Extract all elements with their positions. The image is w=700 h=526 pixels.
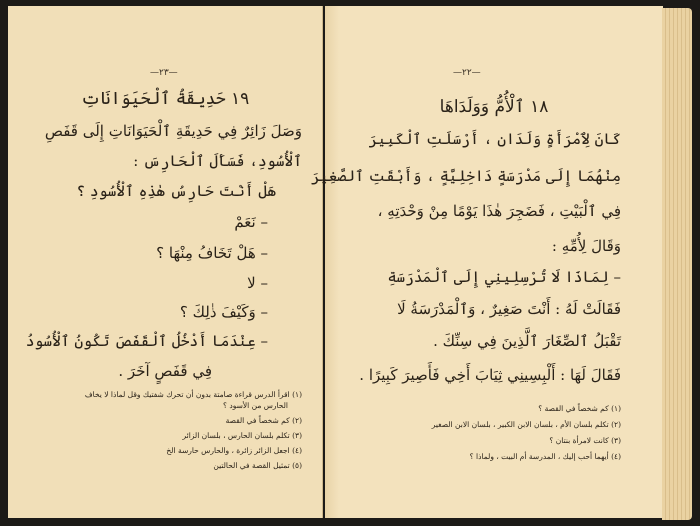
text-line: مِنْهُمَا إِلَى مَدْرَسَةٍ دَاخِلِيَّةٍ ، وَأَبْقَتِ ٱلصَّغِيرَ [311, 167, 621, 185]
dialogue-line: – لِمَاذَا لَا تُرْسِلِينِي إِلَى ٱلْمَدْرَسَةِ [387, 268, 621, 286]
left-page [8, 6, 323, 518]
text-line: فَقَالَ لَهَا : أَلْبِسِينِي ثِيَابَ أَخِي فَأَصِيرَ كَبِيرًا . [359, 366, 621, 384]
exercise-item: (١) كم شخصاً في القصة ؟ [538, 404, 621, 413]
text-line: وَصَلَ زَائِرٌ فِي حَدِيقَةِ ٱلْحَيَوَانَاتِ إِلَى قَفَصِ [44, 122, 302, 140]
page-number-left: —٢٣— [150, 68, 178, 78]
dialogue-line: هَلْ أَنْتَ حَارِسُ هٰذِهِ ٱلْأُسُودِ ؟ [76, 182, 276, 200]
page-number-right: —٢٢— [453, 68, 481, 78]
exercise-item: (٢) تكلم بلسان الأم ، بلسان الابن الكبير ، بلسان الابن الصغير [431, 420, 621, 429]
dialogue-line: – هَلْ تَخَافُ مِنْهَا ؟ [156, 244, 268, 262]
dialogue-line: – لا [247, 274, 268, 292]
exercise-item: الحارس من الأسود ؟ [223, 401, 288, 410]
text-line: فِي ٱلْبَيْتِ ، فَضَجِرَ هٰذَا يَوْمًا مِنْ وَحْدَتِهِ ، [377, 202, 621, 220]
lesson-title-right: ١٨ ٱلْأُمُّ وَوَلَدَاهَا [439, 97, 549, 117]
exercise-item: (١) اقرأ الدرس قراءة صامتة بدون أن تحرك شفتيك وقل لماذا لا يخاف [84, 390, 302, 399]
page-edges [662, 8, 692, 520]
text-line: فِي قَفَصٍ آخَرَ . [118, 362, 212, 380]
text-line: وَقَالَ لِأُمِّهِ : [551, 237, 621, 255]
exercise-item: (٥) تمثيل القصة في الحالتين [213, 461, 302, 470]
exercise-item: (٤) أيهما أحب إليك ، المدرسة أم البيت ، ولماذا ؟ [469, 452, 621, 461]
text-line: ٱلْأُسُودِ، فَسَأَلَ ٱلْحَارِسَ : [133, 152, 302, 170]
exercise-item: (٣) تكلم بلسان الحارس ، بلسان الزائر [182, 431, 302, 440]
text-line: فَقَالَتْ لَهُ : أَنْتَ صَغِيرٌ ، وَٱلْمَدْرَسَةُ لَا [397, 300, 621, 318]
text-line: كَانَ لِٱمْرَأَةٍ وَلَدَانِ ، أَرْسَلَتِ ٱلْكَبِيرَ [368, 130, 621, 148]
exercise-item: (٣) كانت لامرأة بنتان ؟ [549, 436, 621, 445]
dialogue-line: – وَكَيْفَ ذٰلِكَ ؟ [179, 303, 268, 321]
lesson-title-left: ١٩ حَدِيقَةُ ٱلْحَيَوَانَاتِ [80, 89, 250, 109]
right-page [311, 6, 663, 518]
text-line: تَقْبَلُ ٱلصِّغَارَ ٱلَّذِينَ فِي سِنِّكَ . [433, 332, 621, 350]
dialogue-line: – نَعَمْ [234, 213, 268, 231]
dialogue-line: – عِنْدَمَا أَدْخُلُ ٱلْقَفَصَ تَكُونُ ٱلْأُسُودُ [25, 332, 268, 350]
exercise-item: (٢) كم شخصاً في القصة [225, 416, 302, 425]
exercise-item: (٤) اجعل الزائر زائرة ، والحارس حارسة الخ [166, 446, 302, 455]
